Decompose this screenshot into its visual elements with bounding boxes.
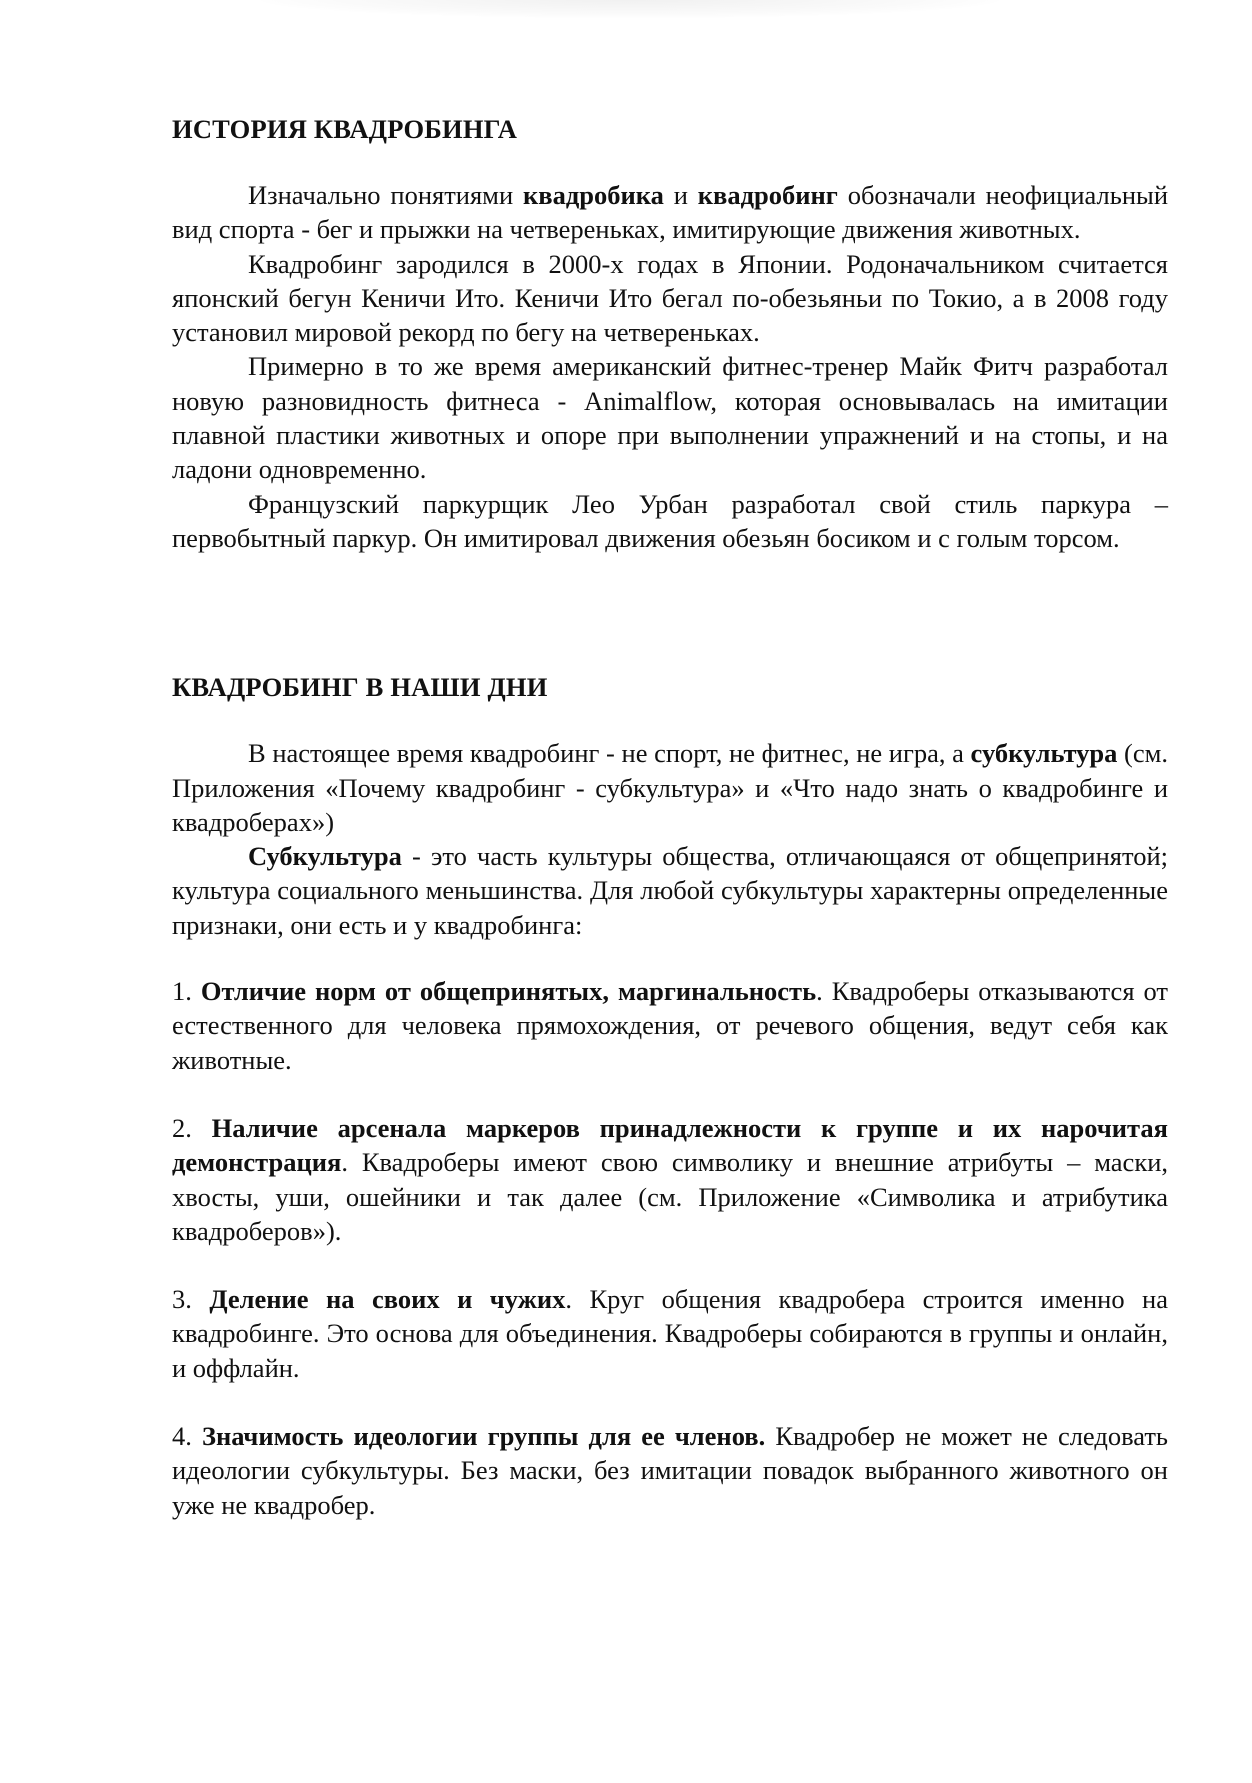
- definition-text: - это часть культуры общества, отличающаяся от общепринятой; культура социального меньшинства. Для любой субкультуры характерны определенные признаки, они есть и у квадробинга:: [172, 841, 1168, 940]
- history-paragraph-2: Квадробинг зародился в 2000-х годах в Японии. Родоначальником считается японский бегун Кеничи Ито. Кеничи Ито бегал по-обезьяньи по Токио, а в 2008 году установил мировой рекорд по бегу на четвереньках.: [172, 248, 1168, 348]
- list-item: [172, 1111, 1168, 1248]
- list-item: [172, 974, 1168, 1077]
- list-item-number: 4.: [172, 1421, 202, 1452]
- today-intro-paragraph: [172, 736, 1168, 839]
- paragraph-text: В настоящее время квадробинг - не спорт, не фитнес, не игра, а: [248, 738, 971, 769]
- section-title-today: КВАДРОБИНГ В НАШИ ДНИ: [172, 672, 548, 703]
- history-paragraph-4: Французский паркурщик Лео Урбан разработал свой стиль паркура – первобытный паркур. Он имитировал движения обезьян босиком и с голым торсом.: [172, 488, 1168, 553]
- history-paragraph-1: [172, 178, 1168, 247]
- definition-paragraph: [172, 839, 1168, 942]
- list-item-heading: Отличие норм от общепринятых, маргинальность: [200, 976, 817, 1007]
- list-item-text: Квадробер не может не следовать идеологии субкультуры. Без маски, без имитации повадок выбранного животного он уже не квадробер.: [172, 1421, 1168, 1520]
- list-item-number: 1.: [172, 976, 201, 1007]
- list-item-text: . Квадроберы отказываются от естественного для человека прямохождения, от речевого общения, ведут себя как животные.: [172, 976, 1169, 1075]
- list-item-heading: Значимость идеологии группы для ее членов.: [201, 1421, 766, 1452]
- list-item-heading: Наличие арсенала маркеров принадлежности к группе и их нарочитая демонстрация: [172, 1112, 1168, 1178]
- term-subculture: субкультура: [970, 738, 1118, 769]
- history-paragraph-3: Примерно в то же время американский фитнес-тренер Майк Фитч разработал новую разновидность фитнеса - Animalflow, которая основывалась на имитации плавной пластики животных и опоре при выполнении упражнений и на стопы, и на ладони одновременно.: [172, 351, 1168, 485]
- list-item: [172, 1282, 1168, 1385]
- definition-term: Субкультура: [248, 841, 402, 872]
- list-item-text: . Круг общения квадробера строится именно на квадробинге. Это основа для объединения. Квадроберы собираются в группы и онлайн, и оффлайн.: [172, 1284, 1169, 1383]
- term-kvadrobing: квадробинг: [697, 180, 838, 210]
- list-item: [172, 1419, 1168, 1522]
- scan-shadow: [260, 0, 1000, 18]
- paragraph-text: (см. Приложения «Почему квадробинг - субкультура» и «Что надо знать о квадробинге и квадроберах»): [172, 738, 1169, 837]
- list-item-number: 3.: [172, 1284, 210, 1315]
- paragraph-text: и: [663, 180, 698, 210]
- document-content: [172, 112, 1168, 1522]
- list-item-number: 2.: [172, 1112, 212, 1143]
- paragraph-text: обозначали неофициальный вид спорта - бег и прыжки на четвереньках, имитирующие движения животных.: [172, 180, 1169, 245]
- paragraph-text: Изначально понятиями: [248, 180, 523, 210]
- list-item-text: . Квадроберы имеют свою символику и внешние атрибуты – маски, хвосты, уши, ошейники и так далее (см. Приложение «Символика и атрибутика квадроберов»).: [172, 1147, 1168, 1246]
- term-kvadrobika: квадробика: [523, 180, 664, 210]
- section-title-history: ИСТОРИЯ КВАДРОБИНГА: [172, 114, 518, 144]
- list-item-heading: Деление на своих и чужих: [209, 1284, 566, 1315]
